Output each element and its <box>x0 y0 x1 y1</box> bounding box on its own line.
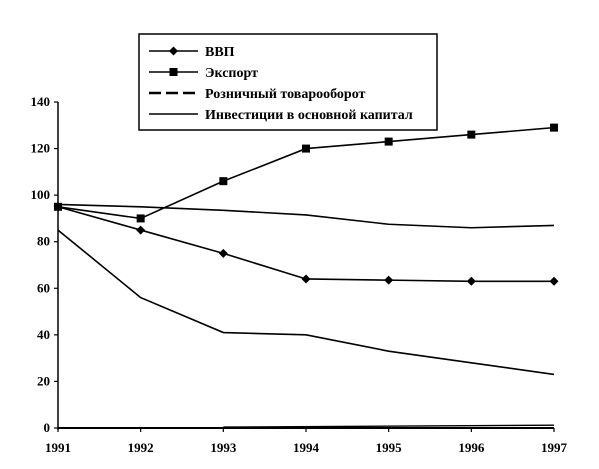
x-tick-label: 1996 <box>458 440 485 455</box>
data-point <box>219 177 227 185</box>
data-point <box>467 131 475 139</box>
legend-label: ВВП <box>205 45 235 60</box>
series-line <box>58 230 554 374</box>
legend-marker <box>170 68 178 76</box>
data-point <box>302 274 311 283</box>
legend-label: Экспорт <box>205 66 258 81</box>
y-tick-label: 80 <box>37 233 50 249</box>
series-3 <box>58 204 554 227</box>
legend <box>139 34 437 130</box>
series-4 <box>58 230 554 374</box>
series-2 <box>54 124 558 223</box>
y-tick-label: 20 <box>37 373 50 389</box>
data-point <box>385 138 393 146</box>
legend-label: Розничный товарооборот <box>205 87 366 102</box>
series-layer <box>54 124 559 427</box>
x-tick-label: 1994 <box>293 440 319 455</box>
data-point <box>137 214 145 222</box>
x-tick-label: 1997 <box>541 440 567 455</box>
x-tick-label: 1993 <box>210 440 237 455</box>
y-tick-label: 120 <box>30 140 50 156</box>
y-tick-label: 140 <box>30 94 50 109</box>
series-line <box>58 204 554 227</box>
x-axis-ticks <box>45 428 568 455</box>
y-tick-label: 60 <box>37 280 50 296</box>
y-tick-label: 40 <box>37 326 50 342</box>
y-axis-ticks <box>31 94 59 435</box>
legend-label: Инвестиции в основной капитал <box>205 108 413 123</box>
data-point <box>302 145 310 153</box>
data-point <box>384 276 393 285</box>
data-point <box>467 277 476 286</box>
x-tick-label: 1992 <box>127 440 154 455</box>
x-tick-label: 1995 <box>375 440 402 455</box>
data-point <box>219 249 228 258</box>
series-line <box>58 128 554 219</box>
data-point <box>550 124 558 132</box>
y-tick-label: 0 <box>43 420 50 435</box>
bottom-baseline-line <box>223 425 554 427</box>
y-tick-label: 100 <box>30 187 50 203</box>
data-point <box>550 277 559 286</box>
x-tick-label: 1991 <box>45 440 71 455</box>
data-point <box>136 226 145 235</box>
